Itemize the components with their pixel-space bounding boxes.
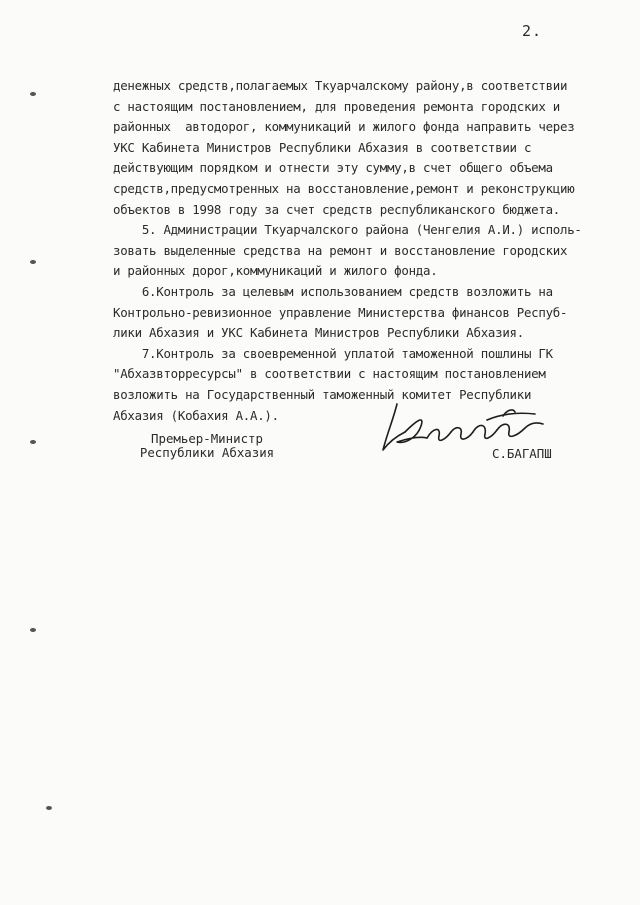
punch-mark: [30, 92, 36, 96]
body-line: денежных средств,полагаемых Ткуарчалскому району,в соответствии: [113, 78, 568, 93]
body-line: районных автодорог, коммуникаций и жилого фонда направить через: [113, 119, 575, 135]
page-number: 2.: [522, 22, 543, 40]
signatory-title-line: Республики Абхазия: [139, 445, 275, 460]
body-line: 7.Контроль за своевременной уплатой таможенной пошлины ГК: [113, 345, 553, 361]
punch-mark: [30, 440, 36, 444]
body-line: и районных дорог,коммуникаций и жилого фонда.: [113, 263, 438, 279]
body-line: Абхазия (Кобахия А.А.).: [113, 407, 279, 423]
body-line: 5. Администрации Ткуарчалского района (Ченгелия А.И.) исполь-: [113, 222, 582, 238]
punch-mark: [30, 260, 36, 264]
body-line: 6.Контроль за целевым использованием средств возложить на: [113, 283, 553, 299]
signatory-name: С.БАГАПШ: [492, 446, 552, 461]
body-line: Контрольно-ревизионное управление Министерства финансов Респуб-: [113, 304, 568, 320]
document-body: [113, 76, 625, 426]
body-line: объектов в 1998 году за счет средств республиканского бюджета.: [113, 201, 561, 217]
body-line: действующим порядком и отнести эту сумму,в счет общего объема: [113, 160, 553, 176]
punch-mark: [30, 628, 36, 632]
signatory-title-line: Премьер-Министр: [151, 431, 263, 446]
body-line: средств,предусмотренных на восстановление,ремонт и реконструкцию: [113, 180, 575, 196]
body-line: зовать выделенные средства на ремонт и восстановление городских: [113, 242, 568, 258]
body-line: "Абхазвторресурсы" в соответствии с настоящим постановлением: [113, 366, 546, 382]
body-line: с настоящим постановлением, для проведения ремонта городских и: [113, 98, 561, 114]
body-line: лики Абхазия и УКС Кабинета Министров Республики Абхазия.: [113, 325, 524, 341]
body-line: возложить на Государственный таможенный комитет Республики: [113, 386, 532, 402]
signatory-title: [132, 432, 282, 460]
punch-mark: [46, 806, 52, 810]
body-line: УКС Кабинета Министров Республики Абхазия в соответствии с: [113, 139, 532, 155]
